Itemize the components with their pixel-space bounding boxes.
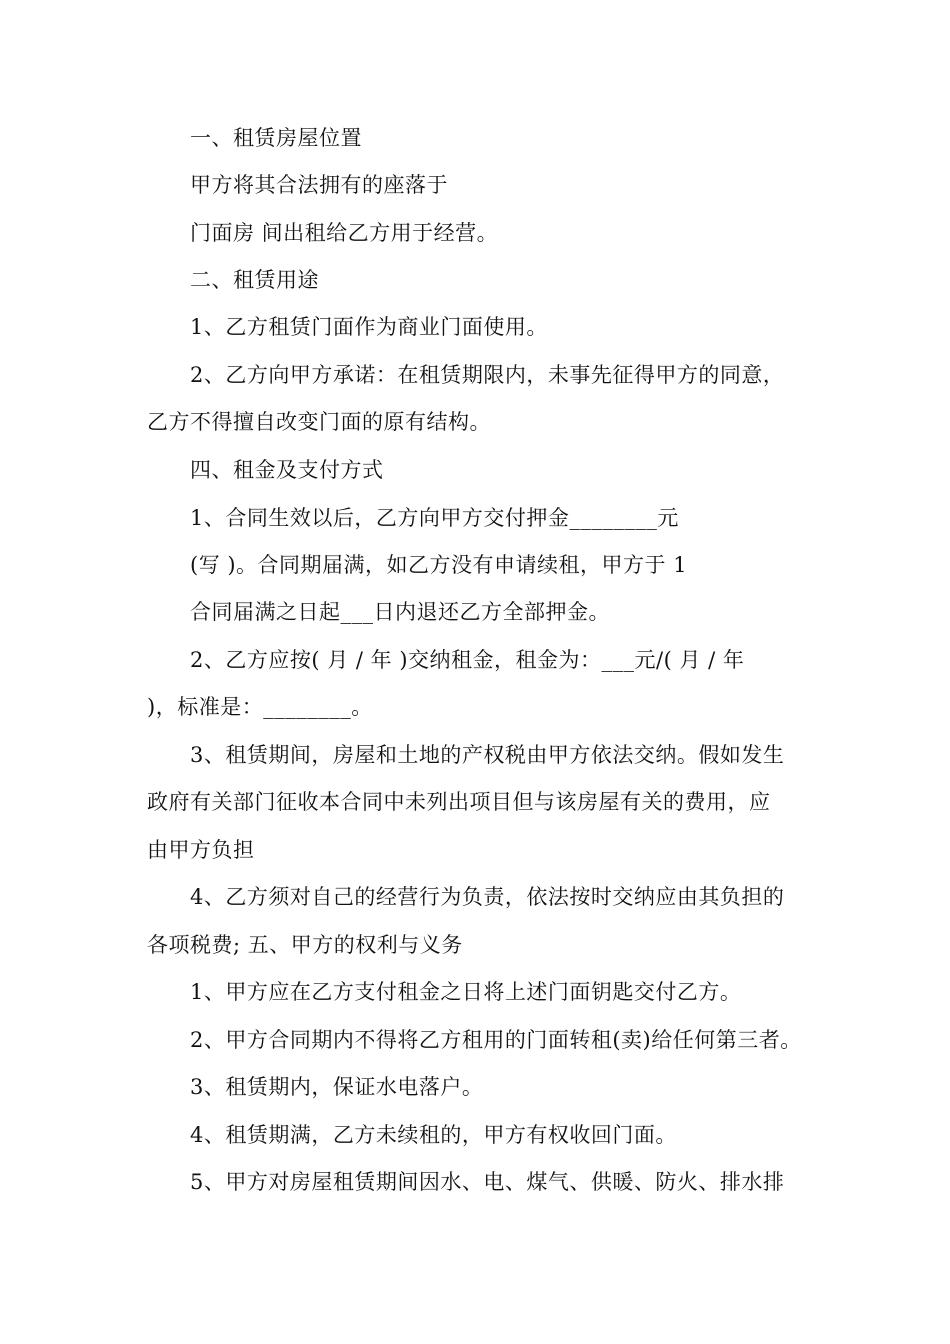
section-heading: 四、租金及支付方式 (190, 458, 384, 482)
paragraph-line: 3、租赁期内，保证水电落户。 (190, 1075, 484, 1099)
section-heading: 一、租赁房屋位置 (190, 126, 362, 150)
paragraph-line: )，标准是：________。 (147, 695, 373, 719)
paragraph-line: 1、甲方应在乙方支付租金之日将上述门面钥匙交付乙方。 (190, 980, 742, 1004)
paragraph-line: 2、甲方合同期内不得将乙方租用的门面转租(卖)给任何第三者。 (190, 1028, 802, 1052)
paragraph-line: 甲方将其合法拥有的座落于 (190, 173, 448, 197)
paragraph-line: 4、租赁期满，乙方未续租的，甲方有权收回门面。 (190, 1123, 677, 1147)
paragraph-line: 由甲方负担 (147, 838, 255, 862)
paragraph-line: 合同届满之日起___日内退还乙方全部押金。 (190, 600, 610, 624)
paragraph-line: 2、乙方向甲方承诺：在租赁期限内，未事先征得甲方的同意， (190, 363, 785, 387)
paragraph-line: 各项税费; 五、甲方的权利与义务 (147, 933, 463, 957)
paragraph-line: 4、乙方须对自己的经营行为负责，依法按时交纳应由其负担的 (190, 885, 785, 909)
paragraph-line: 乙方不得擅自改变门面的原有结构。 (147, 410, 491, 434)
paragraph-line: (写 )。合同期届满，如乙方没有申请续租，甲方于 1 (190, 553, 688, 577)
paragraph-line: 2、乙方应按( 月 / 年 )交纳租金，租金为：___元/( 月 / 年 (190, 648, 745, 672)
paragraph-line: 1、合同生效以后，乙方向甲方交付押金________元 (190, 506, 679, 530)
section-heading: 二、租赁用途 (190, 268, 319, 292)
paragraph-line: 政府有关部门征收本合同中未列出项目但与该房屋有关的费用，应 (147, 790, 771, 814)
paragraph-line: 3、租赁期间，房屋和土地的产权税由甲方依法交纳。假如发生 (190, 743, 785, 767)
paragraph-line: 5、甲方对房屋租赁期间因水、电、煤气、供暖、防火、排水排 (190, 1170, 785, 1194)
paragraph-line: 门面房 间出租给乙方用于经营。 (190, 221, 499, 245)
paragraph-line: 1、乙方租赁门面作为商业门面使用。 (190, 315, 548, 339)
